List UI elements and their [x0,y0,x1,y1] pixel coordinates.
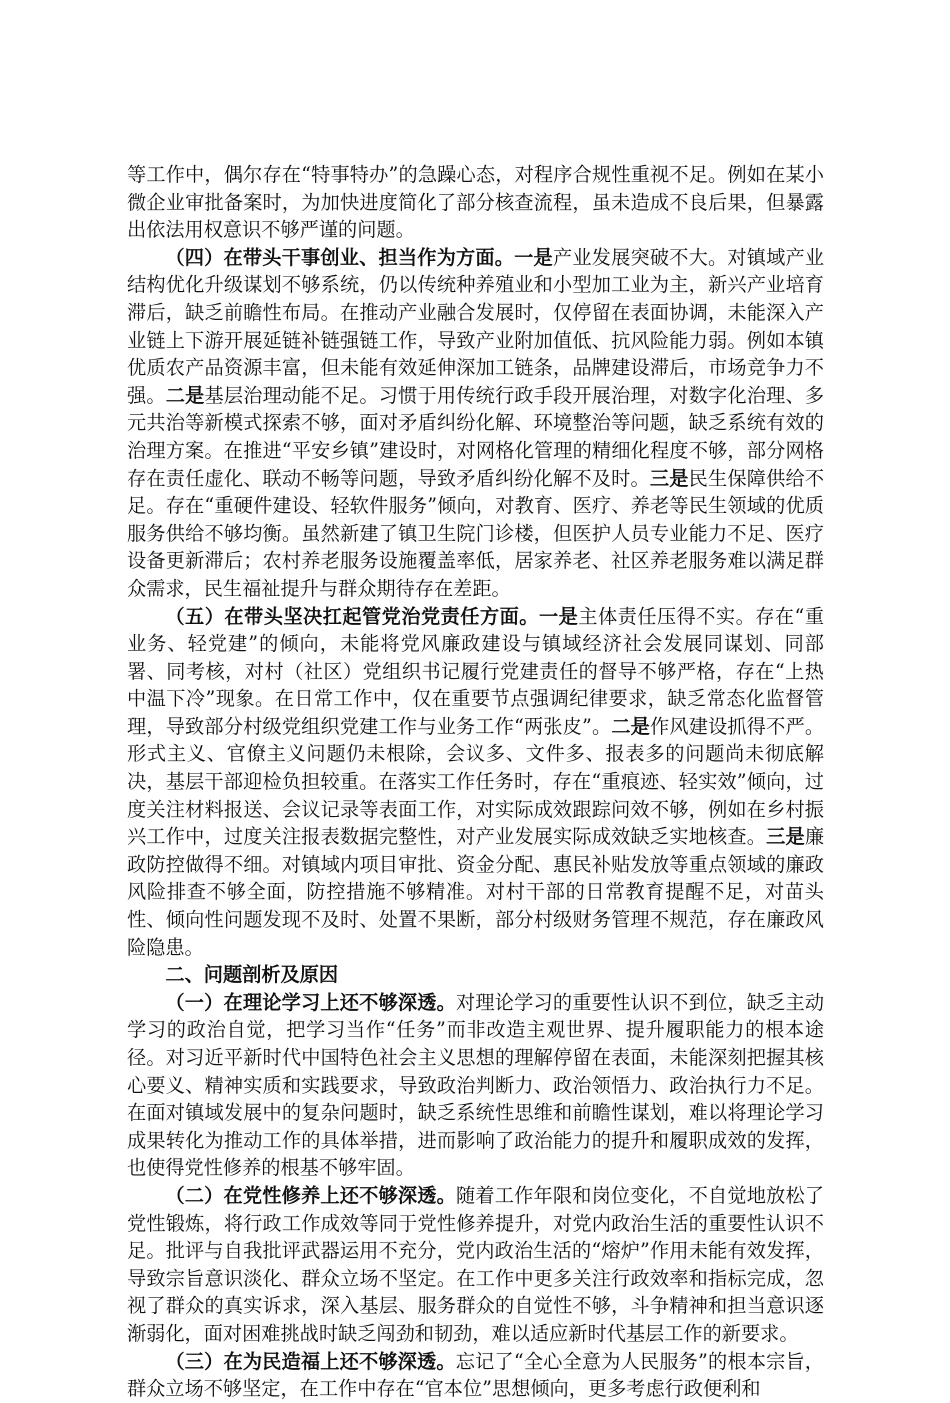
paragraph [127,603,824,962]
text-run: 主体责任压得不实。存在“重业务、轻党建”的倾向，未能将党风廉政建设与镇域经济社会发展同谋划、同部署、同考核，对村（社区）党组织书记履行党建责任的督导不够严格，存在“上热中温下冷”现象。在日常工作中，仅在重要节点强调纪律要求，缺乏常态化监督管理，导致部分村级党组织党建工作与业务工作“两张皮”。 [127,604,825,738]
document-page [127,161,824,1403]
text-run: 随着工作年限和岗位变化，不自觉地放松了党性锻炼，将行政工作成效等同于党性修养提升，对党内政治生活的重要性认识不足。批评与自我批评武器运用不充分，党内政治生活的“熔炉”作用未能有效发挥，导致宗旨意识淡化、群众立场不坚定。在工作中更多关注行政效率和指标完成，忽视了群众的真实诉求，深入基层、服务群众的自觉性不够，斗争精神和担当意识逐渐弱化，面对困难挑战时缺乏闯劲和韧劲，难以适应新时代基层工作的新要求。 [127,1183,825,1345]
bold-text-run: （一）在理论学习上还不够深透。 [165,990,457,1014]
bold-text-run: （四）在带头干事创业、担当作为方面。 [165,245,515,269]
section-heading [127,961,824,989]
bold-text-run: 二、问题剖析及原因 [165,963,339,987]
text-run: 等工作中，偶尔存在“特事特办”的急躁心态，对程序合规性重视不足。例如在某小微企业审批备案时，为加快进度简化了部分核查流程，虽未造成不良后果，但暴露出依法用权意识不够严谨的问题。 [127,163,824,242]
bold-text-run: 三是 [649,466,689,490]
bold-text-run: 一是 [538,604,579,628]
paragraph [127,1348,824,1403]
text-run: 产业发展突破不大。对镇域产业结构优化升级谋划不够系统，仍以传统种养殖业和小型加工业为主，新兴产业培育滞后，缺乏前瞻性布局。在推动产业融合发展时，仅停留在表面协调，未能深入产业链上下游开展延链补链强链工作，导致产业附加值低、抗风险能力弱。例如本镇优质农产品资源丰富，但未能有效延伸深加工链条，品牌建设滞后，市场竞争力不强。 [127,245,825,407]
text-run: 廉政防控做得不细。对镇域内项目审批、资金分配、惠民补贴发放等重点领域的廉政风险排查不够全面，防控措施不够精准。对村干部的日常教育提醒不足，对苗头性、倾向性问题发现不及时、处置不果断，部分村级财务管理不规范，存在廉政风险隐患。 [127,825,825,959]
text-run: 忘记了“全心全意为人民服务”的根本宗旨，群众立场不够坚定，在工作中存在“官本位”思想倾向，更多考虑行政便利和 [127,1349,824,1401]
bold-text-run: 一是 [514,245,553,269]
text-run: 对理论学习的重要性认识不到位，缺乏主动学习的政治自觉，把学习当作“任务”而非改造主观世界、提升履职能力的根本途径。对习近平新时代中国特色社会主义思想的理解停留在表面，未能深刻把握其核心要义、精神实质和实践要求，导致政治判断力、政治领悟力、政治执行力不足。在面对镇域发展中的复杂问题时，缺乏系统性思维和前瞻性谋划，难以将理论学习成果转化为推动工作的具体举措，进而影响了政治能力的提升和履职成效的发挥，也使得党性修养的根基不够牢固。 [127,990,825,1180]
text-run: 作风建设抓得不严。形式主义、官僚主义问题仍未根除，会议多、文件多、报表多的问题尚未彻底解决，基层干部迎检负担较重。在落实工作任务时，存在“重痕迹、轻实效”倾向，过度关注材料报送、会议记录等表面工作，对实际成效跟踪问效不够，例如在乡村振兴工作中，过度关注报表数据完整性，对产业发展实际成效缺乏实地核查。 [127,714,825,849]
paragraph [127,161,824,244]
paragraph [127,989,824,1182]
text-run: 民生保障供给不足。存在“重硬件建设、轻软件服务”倾向，对教育、医疗、养老等民生领域的优质服务供给不够均衡。虽然新建了镇卫生院门诊楼，但医护人员专业能力不足、医疗设备更新滞后；农村养老服务设施覆盖率低，居家养老、社区养老服务难以满足群众需求，民生福祉提升与群众期待存在差距。 [127,466,825,600]
bold-text-run: 三是 [766,825,805,849]
bold-text-run: 二是 [165,383,205,407]
bold-text-run: （五）在带头坚决扛起管党治党责任方面。 [165,604,539,628]
bold-text-run: （二）在党性修养上还不够深透。 [165,1183,457,1207]
text-run: 基层治理动能不足。习惯于用传统行政手段开展治理，对数字化治理、多元共治等新模式探索不够，面对矛盾纠纷化解、环境整治等问题，缺乏系统有效的治理方案。在推进“平安乡镇”建设时，对网格化管理的精细化程度不够，部分网格存在责任虚化、联动不畅等问题，导致矛盾纠纷化解不及时。 [127,383,825,490]
paragraph [127,1182,824,1348]
bold-text-run: （三）在为民造福上还不够深透。 [165,1349,456,1373]
paragraph [127,244,824,603]
bold-text-run: 二是 [611,714,651,738]
